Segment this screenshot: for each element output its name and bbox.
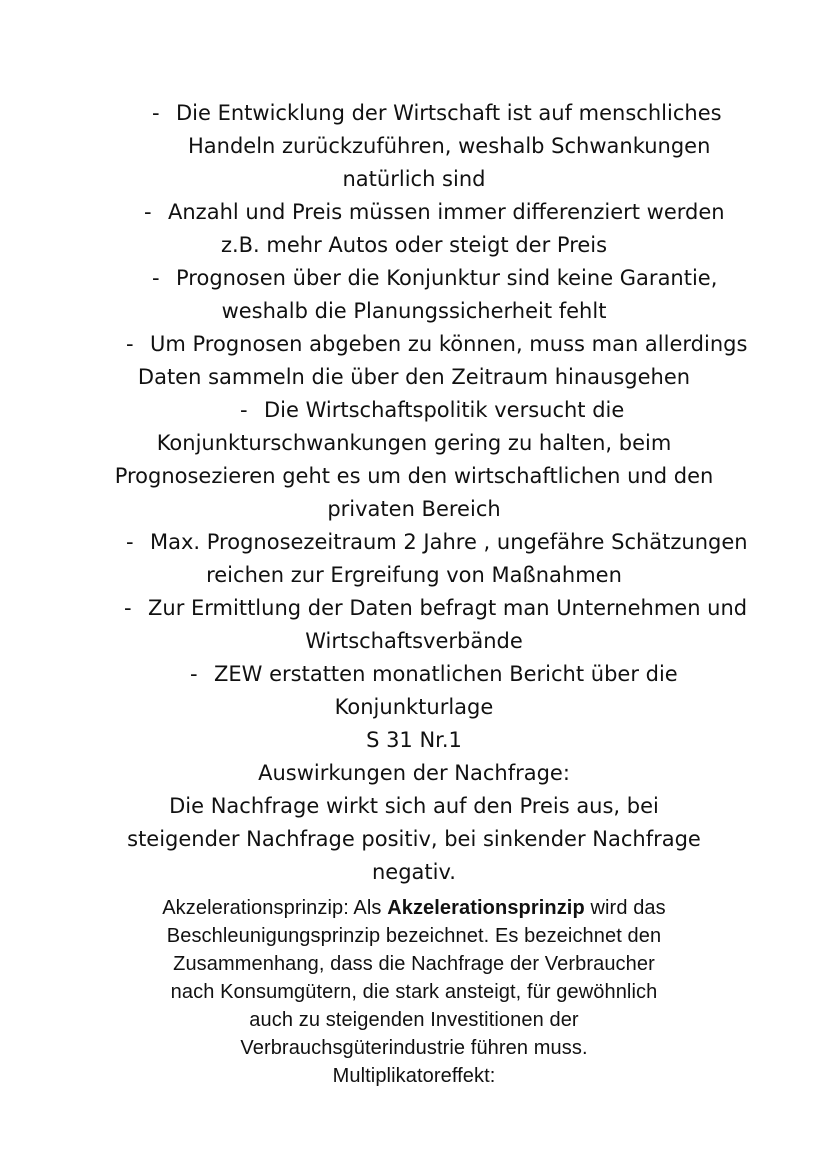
demand-line-1: Die Nachfrage wirkt sich auf den Preis aus, bei	[169, 794, 659, 818]
accelerator-line-5: auch zu steigenden Investitionen der	[249, 1009, 579, 1031]
accelerator-line-6: Verbrauchsgüterindustrie führen muss.	[240, 1037, 588, 1059]
bullet-1-line-3: natürlich sind	[342, 167, 486, 191]
bullet-5-line-2: Konjunkturschwankungen gering zu halten, beim	[156, 431, 672, 455]
bullet-text: Anzahl und Preis müssen immer differenziert werden	[168, 200, 725, 224]
accelerator-line-1	[0, 894, 828, 922]
bullet-4-line-2: Daten sammeln die über den Zeitraum hinausgehen	[137, 365, 691, 389]
bullet-1-line-2: Handeln zurückzuführen, weshalb Schwankungen	[188, 134, 711, 158]
page-reference: S 31 Nr.1	[366, 728, 462, 752]
bullet-2-line-2: z.B. mehr Autos oder steigt der Preis	[220, 233, 608, 257]
bullet-5-line-4: privaten Bereich	[327, 497, 501, 521]
bullet-text: Die Entwicklung der Wirtschaft ist auf menschliches	[176, 101, 722, 125]
bullet-5-line-3: Prognosezieren geht es um den wirtschaftlichen und den	[114, 464, 714, 488]
bullet-dash: -	[190, 662, 198, 686]
bullet-6-line-2: reichen zur Ergreifung von Maßnahmen	[206, 563, 622, 587]
accelerator-bold-term: Akzelerationsprinzip	[387, 897, 585, 919]
demand-line-3: negativ.	[372, 860, 456, 884]
bullet-8-line-1	[190, 658, 678, 691]
bullet-dash: -	[144, 200, 152, 224]
accelerator-after-bold: wird das	[590, 897, 666, 919]
bullet-4-line-1	[126, 328, 747, 361]
bullet-dash: -	[126, 332, 134, 356]
bullet-dash: -	[240, 398, 248, 422]
accelerator-line-3: Zusammenhang, dass die Nachfrage der Verbraucher	[173, 953, 655, 975]
bullet-text: ZEW erstatten monatlichen Bericht über die	[214, 662, 678, 686]
bullet-6-line-1	[126, 526, 748, 559]
bullet-3-line-1	[152, 262, 717, 295]
bullet-2-line-1	[144, 196, 725, 229]
bullet-3-line-2: weshalb die Planungssicherheit fehlt	[221, 299, 607, 323]
bullet-text: Max. Prognosezeitraum 2 Jahre , ungefähre Schätzungen	[150, 530, 748, 554]
demand-heading: Auswirkungen der Nachfrage:	[258, 761, 570, 785]
bullet-text: Um Prognosen abgeben zu können, muss man allerdings	[150, 332, 748, 356]
accelerator-line-4: nach Konsumgütern, die stark ansteigt, für gewöhnlich	[170, 981, 658, 1003]
bullet-text: Zur Ermittlung der Daten befragt man Unternehmen und	[148, 596, 748, 620]
bullet-dash: -	[152, 101, 160, 125]
multiplier-heading: Multiplikatoreffekt:	[332, 1065, 496, 1087]
bullet-7-line-1	[124, 592, 747, 625]
demand-line-2: steigender Nachfrage positiv, bei sinkender Nachfrage	[127, 827, 701, 851]
bullet-text: Prognosen über die Konjunktur sind keine Garantie,	[176, 266, 718, 290]
bullet-7-line-2: Wirtschaftsverbände	[305, 629, 523, 653]
accelerator-line-2: Beschleunigungsprinzip bezeichnet. Es bezeichnet den	[166, 925, 662, 947]
bullet-dash: -	[124, 596, 132, 620]
bullet-dash: -	[126, 530, 134, 554]
bullet-dash: -	[152, 266, 160, 290]
bullet-1-line-1	[152, 97, 722, 130]
bullet-5-line-1	[240, 394, 624, 427]
accelerator-label: Akzelerationsprinzip: Als	[162, 897, 382, 919]
bullet-8-line-2: Konjunkturlage	[334, 695, 494, 719]
bullet-text: Die Wirtschaftspolitik versucht die	[264, 398, 625, 422]
